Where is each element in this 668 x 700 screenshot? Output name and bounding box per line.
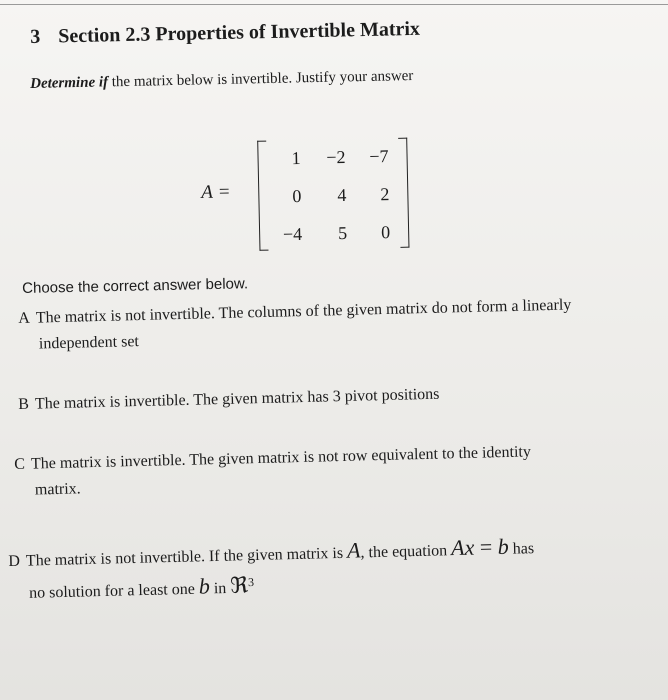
matrix-cell: −4 [282, 223, 303, 245]
answer-option-b[interactable] [18, 377, 618, 418]
math-Ax: Ax [450, 534, 475, 561]
option-letter: D [8, 552, 21, 570]
prompt-text: the matrix below is invertible. Justify your answer [107, 67, 414, 91]
matrix-cell: 0 [292, 185, 302, 207]
option-text-continued: independent set [38, 333, 140, 353]
matrix-cell: 1 [291, 147, 301, 169]
option-letter: B [18, 395, 30, 413]
answer-option-d[interactable] [8, 530, 659, 607]
option-text-continued: matrix. [34, 480, 81, 499]
math-A: A [346, 537, 361, 563]
question-prompt [30, 68, 414, 93]
section-title: Section 2.3 Properties of Invertible Matrix [57, 17, 421, 48]
option-letter: C [14, 455, 26, 473]
option-letter: A [18, 309, 31, 327]
matrix-cell: 0 [380, 222, 391, 243]
matrix-label: A = [201, 181, 230, 203]
option-text: , the equation [360, 542, 452, 562]
answer-option-c[interactable] [14, 436, 655, 504]
choose-instruction: Choose the correct answer below. [22, 275, 249, 297]
matrix-cell: 2 [380, 184, 390, 205]
option-text: has [508, 540, 535, 558]
math-equals: = [473, 534, 499, 560]
option-text: The matrix is not invertible. If the given matrix is [25, 544, 348, 570]
right-bracket [398, 138, 409, 248]
math-b: b [198, 573, 211, 599]
option-text: The matrix is invertible. The given matrix is not row equivalent to the identity [30, 443, 532, 473]
option-text: in [209, 579, 231, 598]
prompt-emphasis: Determine if [30, 74, 109, 92]
option-text: The matrix is not invertible. The columns of the given matrix do not form a linearly [35, 296, 572, 327]
math-reals: ℜ [229, 572, 249, 598]
option-text: no solution for a least one [28, 580, 200, 602]
matrix-A [200, 127, 422, 252]
matrix-cell: 5 [337, 222, 348, 244]
section-heading [30, 18, 420, 49]
matrix-cell: 4 [337, 184, 347, 206]
math-exponent: 3 [247, 575, 255, 590]
question-number: 3 [30, 25, 41, 48]
math-b: b [497, 533, 510, 560]
matrix-cell: −2 [326, 146, 346, 168]
option-text: The matrix is invertible. The given matrix has 3 pivot positions [34, 385, 440, 413]
answer-option-a[interactable] [18, 291, 619, 358]
matrix-cell: −7 [369, 146, 389, 167]
page-divider [0, 4, 668, 5]
